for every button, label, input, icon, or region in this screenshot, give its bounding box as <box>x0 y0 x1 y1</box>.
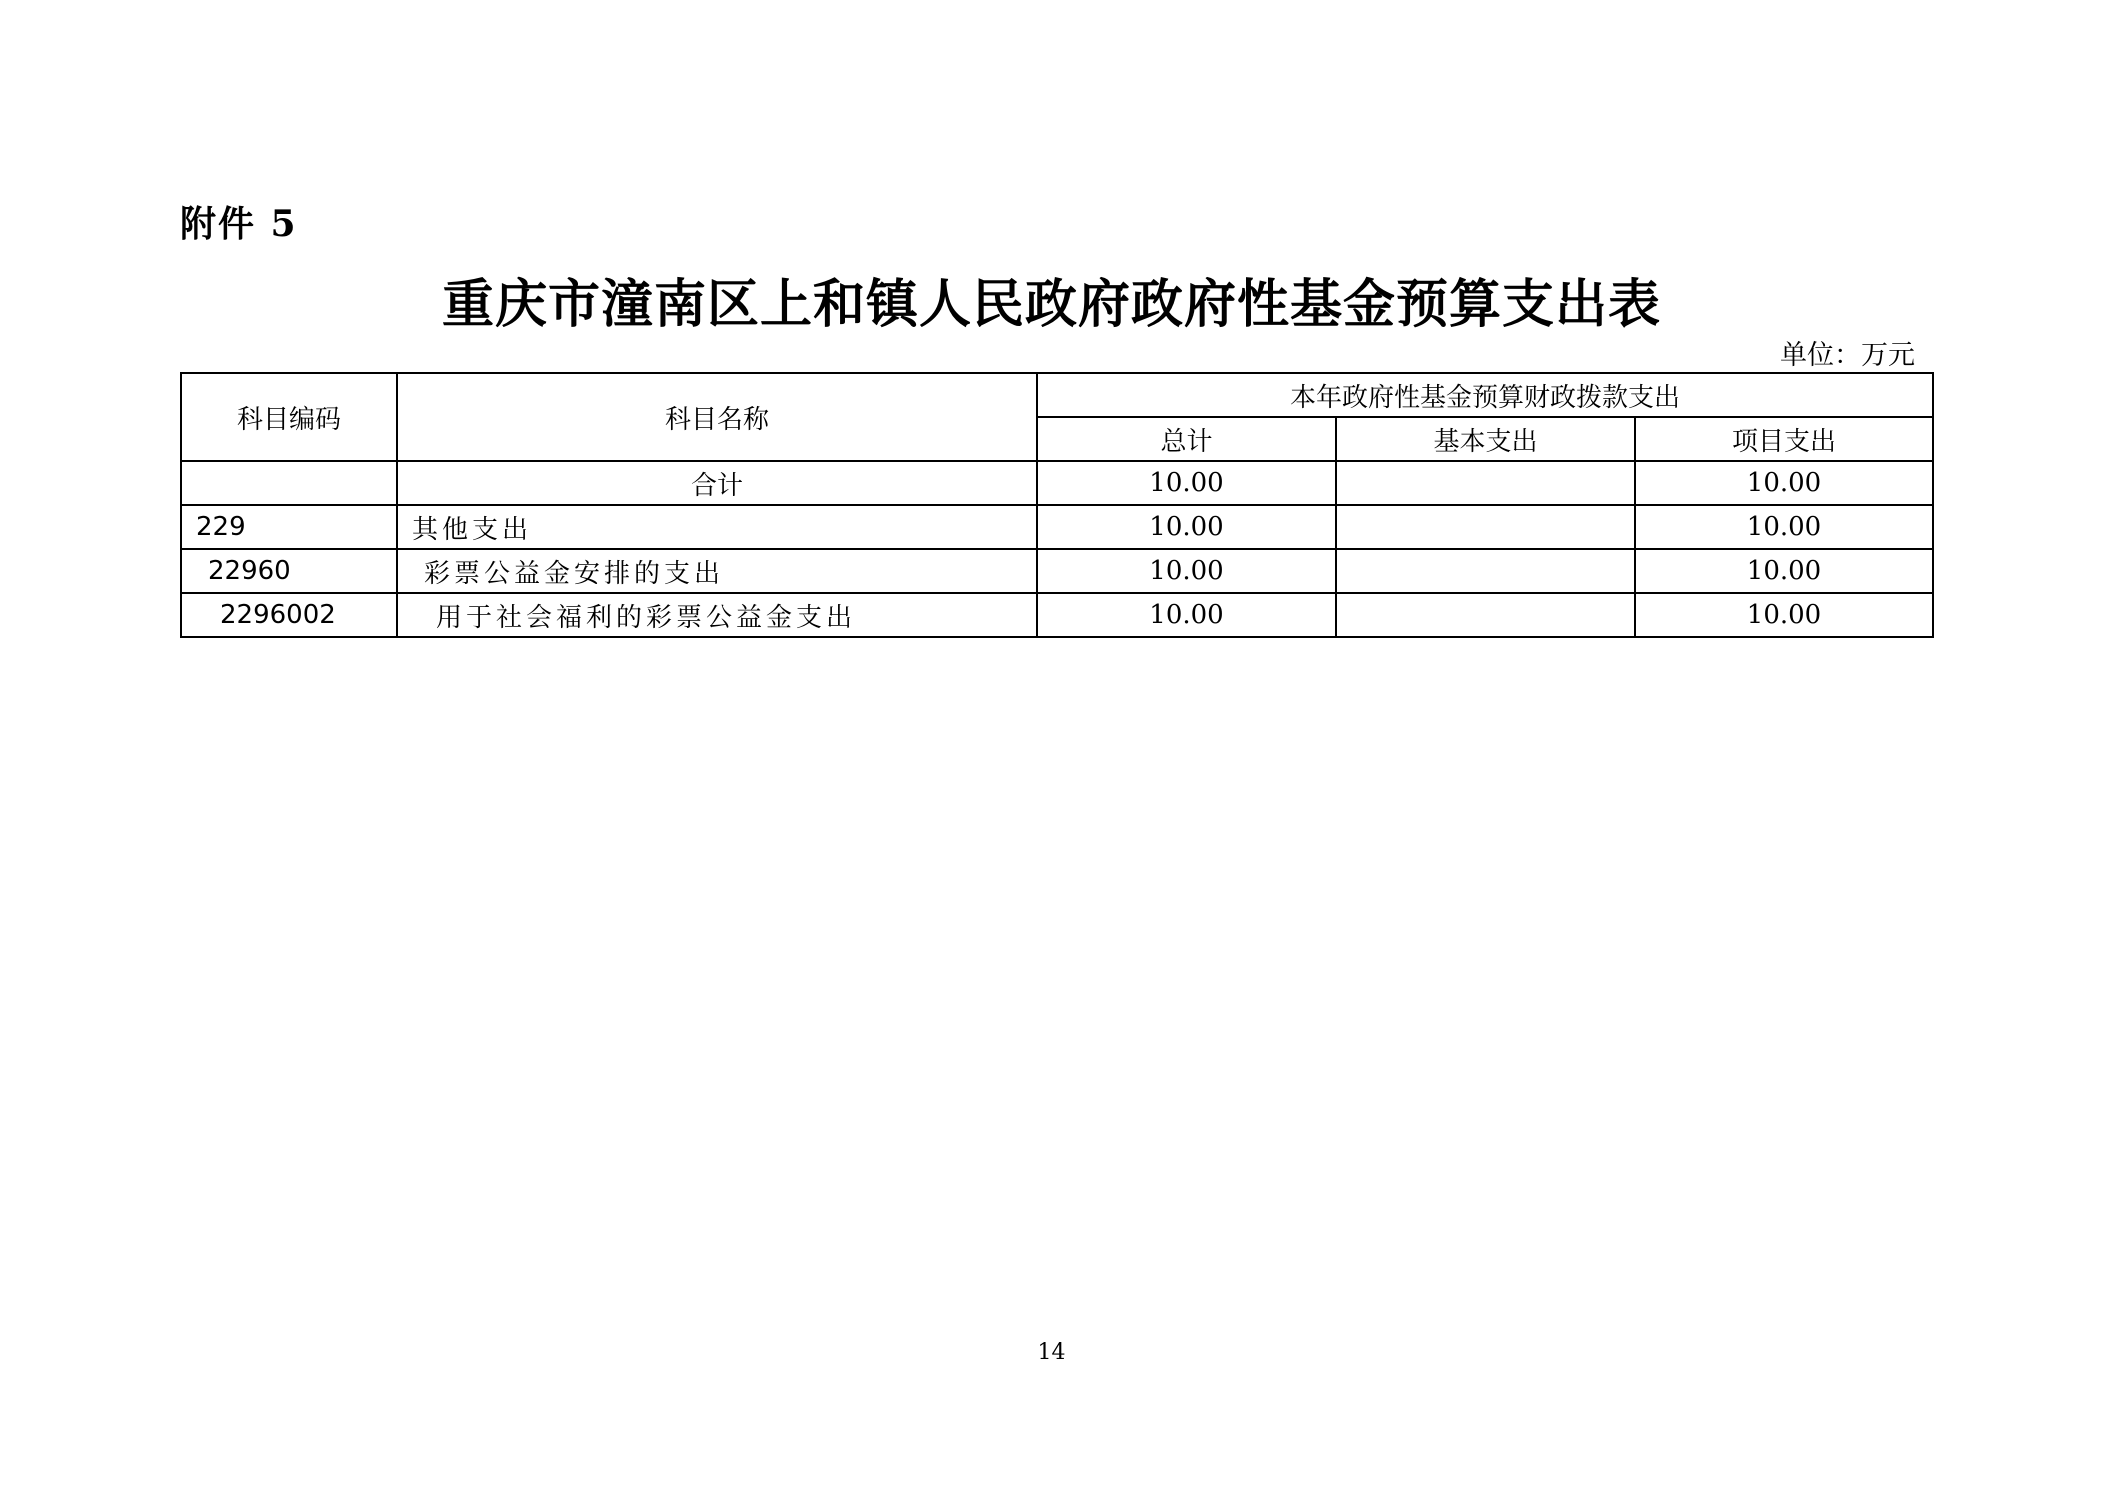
total-label: 合计 <box>397 461 1037 505</box>
row-project: 10.00 <box>1635 505 1933 549</box>
row-basic <box>1336 549 1635 593</box>
header-name: 科目名称 <box>397 373 1037 461</box>
table-row <box>181 505 1933 549</box>
row-total: 10.00 <box>1037 593 1336 637</box>
row-basic <box>1336 593 1635 637</box>
page-number: 14 <box>1037 1340 1066 1365</box>
row-project: 10.00 <box>1635 593 1933 637</box>
header-project: 项目支出 <box>1635 417 1933 461</box>
table-row <box>181 593 1933 637</box>
row-code: 229 <box>181 505 397 549</box>
row-code: 22960 <box>181 549 397 593</box>
row-name: 彩票公益金安排的支出 <box>397 549 1037 593</box>
document-title: 重庆市潼南区上和镇人民政府政府性基金预算支出表 <box>441 274 1661 335</box>
budget-table <box>180 372 1934 638</box>
header-row-1 <box>181 373 1933 417</box>
header-group: 本年政府性基金预算财政拨款支出 <box>1037 373 1933 417</box>
header-total: 总计 <box>1037 417 1336 461</box>
row-total: 10.00 <box>1037 505 1336 549</box>
row-project: 10.00 <box>1635 549 1933 593</box>
row-code: 2296002 <box>181 593 397 637</box>
total-code <box>181 461 397 505</box>
row-name: 其他支出 <box>397 505 1037 549</box>
total-project: 10.00 <box>1635 461 1933 505</box>
header-basic: 基本支出 <box>1336 417 1635 461</box>
total-basic <box>1336 461 1635 505</box>
table-row <box>181 549 1933 593</box>
unit-label: 单位：万元 <box>1780 340 1915 371</box>
header-code: 科目编码 <box>181 373 397 461</box>
attachment-label: 附件 5 <box>180 203 298 245</box>
row-name: 用于社会福利的彩票公益金支出 <box>397 593 1037 637</box>
row-basic <box>1336 505 1635 549</box>
total-total: 10.00 <box>1037 461 1336 505</box>
total-row <box>181 461 1933 505</box>
row-total: 10.00 <box>1037 549 1336 593</box>
